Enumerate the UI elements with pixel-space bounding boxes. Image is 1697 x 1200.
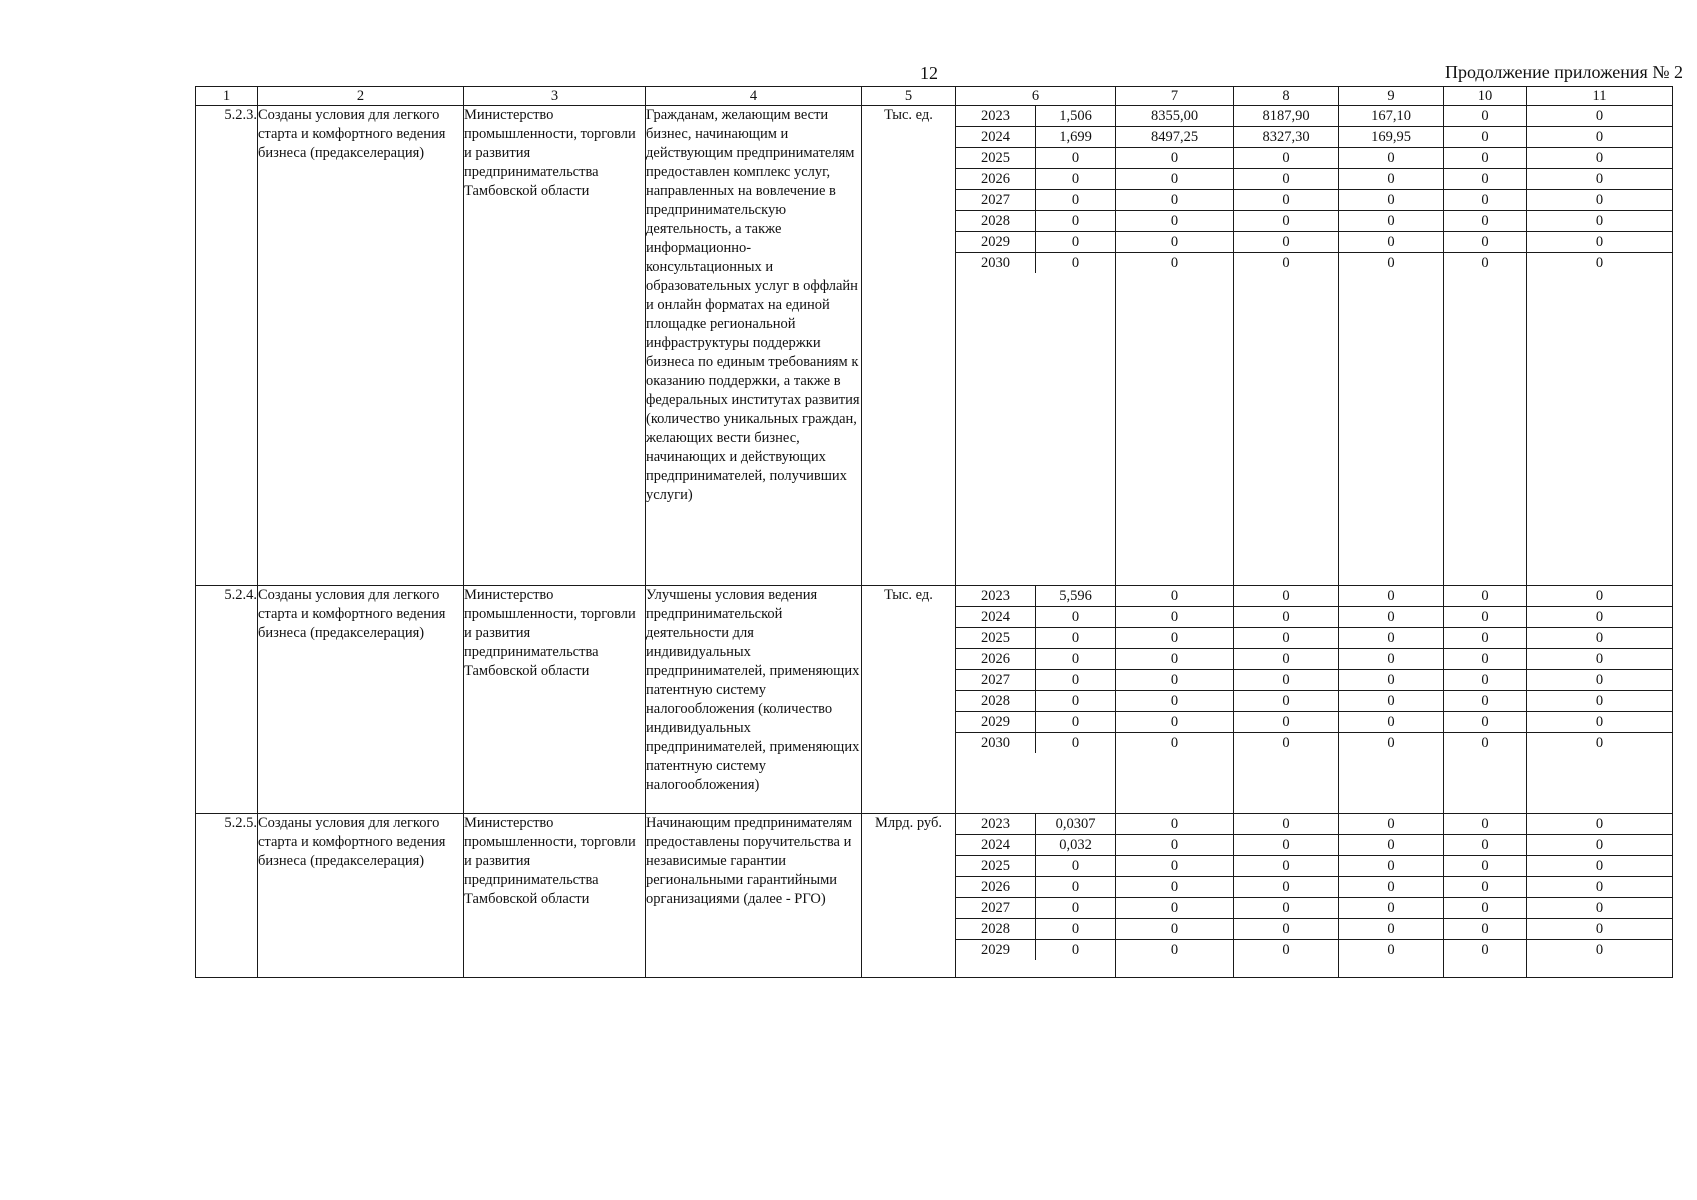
value-col10: 0 xyxy=(1444,148,1526,169)
value-col10: 0 xyxy=(1481,735,1489,751)
value-col8: 0 xyxy=(1234,691,1338,712)
value-col10: 0 xyxy=(1444,835,1526,856)
value-column-7 xyxy=(1116,106,1234,586)
value-column-9 xyxy=(1339,586,1444,814)
value-col9: 169,95 xyxy=(1339,127,1443,148)
value-col11: 0 xyxy=(1527,586,1672,607)
value-list xyxy=(1234,106,1338,273)
value-col9: 0 xyxy=(1387,735,1395,751)
column-header: 4 xyxy=(646,87,862,106)
column-header: 9 xyxy=(1339,87,1444,106)
value-col10: 0 xyxy=(1444,670,1526,691)
value-col7: 0 xyxy=(1116,877,1233,898)
value-col7: 0 xyxy=(1116,835,1233,856)
value-col11: 0 xyxy=(1527,835,1672,856)
value-col8: 0 xyxy=(1234,898,1338,919)
year-label: 2024 xyxy=(956,607,1036,628)
value-col7: 0 xyxy=(1116,691,1233,712)
value-col11: 0 xyxy=(1527,877,1672,898)
measure-indicator: Улучшены условия ведения предпринимательской деятельности для индивидуальных предпринимателей, применяющих патентную систему налогообложения (количество индивидуальных предпринимателей, применяющих патентную систему налогообложения) xyxy=(646,586,862,814)
column-header: 2 xyxy=(258,87,464,106)
table-row xyxy=(196,106,1673,586)
value-col7: 0 xyxy=(1116,169,1233,190)
value-col9: 0 xyxy=(1339,919,1443,940)
year-value-cell xyxy=(956,106,1116,586)
value-col9: 0 xyxy=(1387,255,1395,271)
year-label: 2025 xyxy=(956,148,1036,169)
measures-table xyxy=(195,86,1673,978)
measure-unit: Млрд. руб. xyxy=(862,814,956,978)
value-col7: 0 xyxy=(1116,919,1233,940)
value-list xyxy=(1527,814,1672,960)
value-col7: 0 xyxy=(1116,232,1233,253)
value-col11: 0 xyxy=(1527,691,1672,712)
value-col11: 0 xyxy=(1527,607,1672,628)
value-col11: 0 xyxy=(1527,169,1672,190)
value-col6: 0 xyxy=(1036,649,1116,670)
continuation-label: Продолжение приложения № 2 xyxy=(1444,62,1683,82)
value-column-11 xyxy=(1527,814,1673,978)
value-col7: 0 xyxy=(1116,814,1233,835)
column-header: 8 xyxy=(1234,87,1339,106)
value-col8: 0 xyxy=(1234,835,1338,856)
value-col8: 0 xyxy=(1234,712,1338,733)
year-label: 2026 xyxy=(956,649,1036,670)
value-col11: 0 xyxy=(1527,712,1672,733)
value-col6: 0 xyxy=(1036,898,1116,919)
value-col9: 0 xyxy=(1339,856,1443,877)
year-label: 2029 xyxy=(956,712,1036,733)
value-col7: 0 xyxy=(1170,942,1179,958)
value-col8: 0 xyxy=(1234,586,1338,607)
value-col6: 0 xyxy=(1036,148,1116,169)
value-list xyxy=(1116,586,1233,753)
value-list xyxy=(1444,586,1526,753)
value-col8: 0 xyxy=(1234,814,1338,835)
value-col11: 0 xyxy=(1527,898,1672,919)
value-col8: 0 xyxy=(1234,211,1338,232)
year-value-table xyxy=(956,586,1115,753)
year-label: 2025 xyxy=(956,856,1036,877)
column-header: 10 xyxy=(1444,87,1527,106)
value-col6: 0 xyxy=(1071,942,1080,958)
value-col9: 0 xyxy=(1339,607,1443,628)
value-col10: 0 xyxy=(1481,255,1489,271)
value-column-9 xyxy=(1339,106,1444,586)
column-header: 3 xyxy=(464,87,646,106)
value-column-10 xyxy=(1444,814,1527,978)
value-list xyxy=(1234,814,1338,960)
value-col7: 8355,00 xyxy=(1116,106,1233,127)
value-col11: 0 xyxy=(1527,649,1672,670)
value-col7: 0 xyxy=(1116,607,1233,628)
value-col7: 8497,25 xyxy=(1116,127,1233,148)
value-list xyxy=(1339,106,1443,273)
value-list xyxy=(1339,586,1443,753)
value-col8: 0 xyxy=(1234,169,1338,190)
value-col10: 0 xyxy=(1444,877,1526,898)
value-col7: 0 xyxy=(1116,712,1233,733)
value-col6: 0 xyxy=(1036,691,1116,712)
value-col10: 0 xyxy=(1444,856,1526,877)
value-col9: 0 xyxy=(1339,649,1443,670)
value-col9: 167,10 xyxy=(1339,106,1443,127)
year-label: 2023 xyxy=(956,814,1036,835)
value-column-7 xyxy=(1116,814,1234,978)
column-header: 1 xyxy=(196,87,258,106)
year-value-cell xyxy=(956,814,1116,978)
year-label: 2026 xyxy=(956,169,1036,190)
value-col11: 0 xyxy=(1527,856,1672,877)
year-label: 2028 xyxy=(956,211,1036,232)
value-col10: 0 xyxy=(1481,942,1489,958)
value-col8: 0 xyxy=(1234,190,1338,211)
year-label: 2028 xyxy=(956,919,1036,940)
measure-number: 5.2.3. xyxy=(196,106,258,586)
value-col11: 0 xyxy=(1527,670,1672,691)
value-col11: 0 xyxy=(1527,628,1672,649)
value-col10: 0 xyxy=(1444,190,1526,211)
year-value-table xyxy=(956,106,1115,273)
value-col7: 0 xyxy=(1116,649,1233,670)
value-col9: 0 xyxy=(1387,942,1395,958)
value-column-9 xyxy=(1339,814,1444,978)
value-list xyxy=(1116,106,1233,273)
value-col8: 0 xyxy=(1234,148,1338,169)
year-label: 2026 xyxy=(956,877,1036,898)
value-col10: 0 xyxy=(1444,898,1526,919)
value-col6: 0 xyxy=(1036,919,1116,940)
value-col7: 0 xyxy=(1116,898,1233,919)
year-label: 2028 xyxy=(956,691,1036,712)
value-col6: 0 xyxy=(1036,856,1116,877)
measure-executor: Министерство промышленности, торговли и развития предпринимательства Тамбовской области xyxy=(464,106,646,586)
value-col9: 0 xyxy=(1339,814,1443,835)
table-row xyxy=(196,586,1673,814)
value-col9: 0 xyxy=(1339,586,1443,607)
value-col9: 0 xyxy=(1339,232,1443,253)
year-label: 2030 xyxy=(956,733,1036,754)
value-col6: 0,0307 xyxy=(1036,814,1116,835)
column-header: 7 xyxy=(1116,87,1234,106)
measure-result: Созданы условия для легкого старта и комфортного ведения бизнеса (предакселерация) xyxy=(258,814,464,978)
value-col7: 0 xyxy=(1116,586,1233,607)
table-row xyxy=(196,814,1673,978)
value-col6: 0 xyxy=(1036,169,1116,190)
year-label: 2023 xyxy=(956,106,1036,127)
value-col10: 0 xyxy=(1444,691,1526,712)
column-header: 6 xyxy=(956,87,1116,106)
value-col6: 0 xyxy=(1036,712,1116,733)
value-col8: 8327,30 xyxy=(1234,127,1338,148)
value-col10: 0 xyxy=(1444,712,1526,733)
measure-unit: Тыс. ед. xyxy=(862,106,956,586)
value-col10: 0 xyxy=(1444,106,1526,127)
value-col9: 0 xyxy=(1339,169,1443,190)
year-label: 2030 xyxy=(956,253,1036,274)
value-col11: 0 xyxy=(1527,211,1672,232)
value-col9: 0 xyxy=(1339,211,1443,232)
value-list xyxy=(1234,586,1338,753)
year-label: 2029 xyxy=(956,232,1036,253)
value-col9: 0 xyxy=(1339,835,1443,856)
value-col6: 0 xyxy=(1036,670,1116,691)
value-col10: 0 xyxy=(1444,628,1526,649)
measure-unit: Тыс. ед. xyxy=(862,586,956,814)
measure-executor: Министерство промышленности, торговли и развития предпринимательства Тамбовской области xyxy=(464,814,646,978)
value-col7: 0 xyxy=(1116,670,1233,691)
value-col11: 0 xyxy=(1595,942,1604,958)
value-col6: 1,699 xyxy=(1036,127,1116,148)
value-col9: 0 xyxy=(1339,670,1443,691)
value-list xyxy=(1116,814,1233,960)
value-col6: 0 xyxy=(1036,211,1116,232)
value-col11: 0 xyxy=(1527,148,1672,169)
value-col8: 0 xyxy=(1234,628,1338,649)
value-list xyxy=(1444,106,1526,273)
value-col10: 0 xyxy=(1444,919,1526,940)
value-col11: 0 xyxy=(1527,190,1672,211)
value-col9: 0 xyxy=(1339,148,1443,169)
value-col9: 0 xyxy=(1339,628,1443,649)
measure-result: Созданы условия для легкого старта и комфортного ведения бизнеса (предакселерация) xyxy=(258,586,464,814)
value-col8: 0 xyxy=(1234,877,1338,898)
measure-number: 5.2.5. xyxy=(196,814,258,978)
value-col8: 0 xyxy=(1234,919,1338,940)
value-col6: 1,506 xyxy=(1036,106,1116,127)
year-label: 2027 xyxy=(956,670,1036,691)
page-number: 12 xyxy=(920,63,938,83)
measure-number: 5.2.4. xyxy=(196,586,258,814)
value-col6: 0 xyxy=(1036,190,1116,211)
value-col10: 0 xyxy=(1444,211,1526,232)
value-col7: 0 xyxy=(1170,735,1179,751)
value-col11: 0 xyxy=(1527,232,1672,253)
value-col10: 0 xyxy=(1444,607,1526,628)
value-col10: 0 xyxy=(1444,232,1526,253)
year-label: 2024 xyxy=(956,127,1036,148)
value-col6: 5,596 xyxy=(1036,586,1116,607)
value-column-8 xyxy=(1234,106,1339,586)
value-column-10 xyxy=(1444,586,1527,814)
value-col8: 0 xyxy=(1234,670,1338,691)
value-list xyxy=(1527,586,1672,753)
year-label: 2029 xyxy=(956,940,1036,961)
value-col6: 0 xyxy=(1036,232,1116,253)
value-col7: 0 xyxy=(1170,255,1179,271)
measure-indicator: Гражданам, желающим вести бизнес, начинающим и действующим предпринимателям предоставлен комплекс услуг, направленных на вовлечение в предпринимательскую деятельность, а также информационно-консультационных и образовательных услуг в оффлайн и онлайн форматах на единой площадке региональной инфраструктуры поддержки бизнеса по единым требованиям к оказанию поддержки, а также в федеральных институтах развития (количество уникальных граждан, желающих вести бизнес, начинающих и действующих предпринимателей, получивших услуги) xyxy=(646,106,862,586)
value-col11: 0 xyxy=(1527,919,1672,940)
value-col10: 0 xyxy=(1444,649,1526,670)
measure-indicator: Начинающим предпринимателям предоставлены поручительства и независимые гарантии региональными гарантийными организациями (далее - РГО) xyxy=(646,814,862,978)
value-col6: 0 xyxy=(1036,877,1116,898)
value-col8: 0 xyxy=(1234,607,1338,628)
value-col7: 0 xyxy=(1116,211,1233,232)
year-value-table xyxy=(956,814,1115,960)
value-col8: 0 xyxy=(1282,942,1290,958)
value-col9: 0 xyxy=(1339,190,1443,211)
value-column-11 xyxy=(1527,106,1673,586)
value-list xyxy=(1527,106,1672,273)
value-col9: 0 xyxy=(1339,898,1443,919)
value-col7: 0 xyxy=(1116,856,1233,877)
value-col10: 0 xyxy=(1444,127,1526,148)
value-col6: 0 xyxy=(1036,607,1116,628)
value-col7: 0 xyxy=(1116,148,1233,169)
value-col9: 0 xyxy=(1339,712,1443,733)
value-col8: 0 xyxy=(1234,649,1338,670)
value-list xyxy=(1444,814,1526,960)
year-label: 2023 xyxy=(956,586,1036,607)
value-col11: 0 xyxy=(1527,127,1672,148)
value-col11: 0 xyxy=(1527,814,1672,835)
column-header: 5 xyxy=(862,87,956,106)
year-label: 2025 xyxy=(956,628,1036,649)
value-col8: 8187,90 xyxy=(1234,106,1338,127)
value-col11: 0 xyxy=(1595,255,1604,271)
value-col10: 0 xyxy=(1444,586,1526,607)
value-col6: 0 xyxy=(1036,628,1116,649)
value-column-10 xyxy=(1444,106,1527,586)
value-col10: 0 xyxy=(1444,169,1526,190)
value-col9: 0 xyxy=(1339,877,1443,898)
value-col10: 0 xyxy=(1444,814,1526,835)
value-col8: 0 xyxy=(1282,735,1290,751)
value-col7: 0 xyxy=(1116,628,1233,649)
value-column-8 xyxy=(1234,586,1339,814)
column-number-row xyxy=(196,87,1673,106)
year-label: 2027 xyxy=(956,190,1036,211)
value-col8: 0 xyxy=(1234,856,1338,877)
value-col6: 0,032 xyxy=(1036,835,1116,856)
value-column-7 xyxy=(1116,586,1234,814)
measure-result: Созданы условия для легкого старта и комфортного ведения бизнеса (предакселерация) xyxy=(258,106,464,586)
value-col8: 0 xyxy=(1234,232,1338,253)
year-value-cell xyxy=(956,586,1116,814)
value-column-11 xyxy=(1527,586,1673,814)
value-col11: 0 xyxy=(1527,106,1672,127)
value-col8: 0 xyxy=(1282,255,1290,271)
value-col6: 0 xyxy=(1071,735,1080,751)
year-label: 2024 xyxy=(956,835,1036,856)
value-col6: 0 xyxy=(1071,255,1080,271)
year-label: 2027 xyxy=(956,898,1036,919)
value-list xyxy=(1339,814,1443,960)
value-col11: 0 xyxy=(1595,735,1604,751)
value-column-8 xyxy=(1234,814,1339,978)
measure-executor: Министерство промышленности, торговли и развития предпринимательства Тамбовской области xyxy=(464,586,646,814)
value-col7: 0 xyxy=(1116,190,1233,211)
column-header: 11 xyxy=(1527,87,1673,106)
value-col9: 0 xyxy=(1339,691,1443,712)
